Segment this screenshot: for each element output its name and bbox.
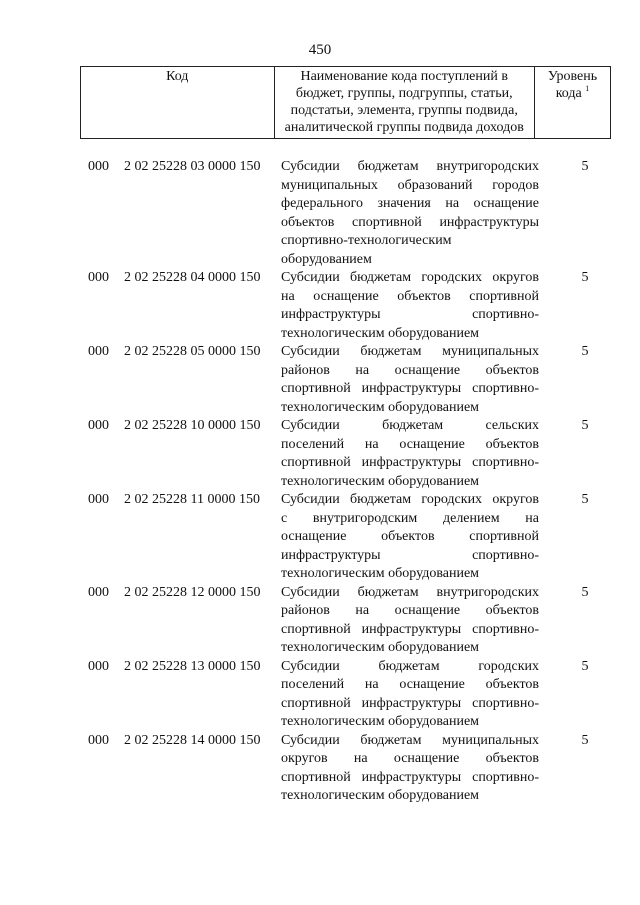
revenue-name-line: Субсидии бюджетам городских <box>281 658 539 674</box>
code-level: 5 <box>581 492 589 507</box>
revenue-name-line: спортивной инфраструктуры спортивно- <box>281 381 539 396</box>
admin-code: 000 <box>88 159 109 174</box>
revenue-name-line: Субсидии бюджетам городских округов <box>281 270 539 285</box>
admin-code: 000 <box>88 344 109 359</box>
header-name-line: Наименование кода поступлений в <box>300 69 508 84</box>
revenue-name-line: инфраструктуры спортивно- <box>281 307 539 322</box>
revenue-name-line: спортивной инфраструктуры спортивно- <box>281 455 539 470</box>
revenue-name-line: спортивной инфраструктуры спортивно- <box>281 695 539 711</box>
revenue-name-line: Субсидии бюджетам сельских <box>281 418 539 433</box>
code-level: 5 <box>581 584 589 600</box>
header-name-line: бюджет, группы, подгруппы, статьи, <box>295 86 513 101</box>
revenue-name-line: Субсидии бюджетам муниципальных <box>281 732 539 748</box>
header-level-line1: Уровень <box>547 69 598 84</box>
header-level <box>534 67 610 139</box>
revenue-name <box>275 732 539 806</box>
header-level-line2 <box>537 85 608 102</box>
code-level: 5 <box>581 270 589 285</box>
revenue-name-line: инфраструктуры спортивно- <box>281 547 539 563</box>
revenue-name-line: на оснащение объектов спортивной <box>281 288 539 304</box>
admin-code: 000 <box>88 418 109 433</box>
admin-code: 000 <box>88 658 109 674</box>
revenue-name-line: оснащение объектов спортивной <box>281 529 539 544</box>
table-row <box>80 158 611 269</box>
revenue-code: 2 02 25228 04 0000 150 <box>124 270 261 285</box>
revenue-code: 2 02 25228 11 0000 150 <box>124 492 260 507</box>
header-name-line: подстатьи, элемента, группы подвида, <box>290 103 518 118</box>
revenue-name-line: технологическим оборудованием <box>281 566 480 581</box>
admin-code: 000 <box>88 492 109 507</box>
code-level: 5 <box>581 658 589 674</box>
revenue-name-line: Субсидии бюджетам внутригородских <box>281 584 539 600</box>
revenue-name-line: Субсидии бюджетам муниципальных <box>281 344 539 359</box>
header-code: Код <box>81 67 275 139</box>
revenue-name-line: муниципальных образований городов <box>281 177 539 193</box>
revenue-name-line: Субсидии бюджетам внутригородских <box>281 159 539 174</box>
table-row <box>80 491 611 584</box>
revenue-name-line: федерального значения на оснащение <box>281 196 539 211</box>
code-level: 5 <box>581 159 589 174</box>
revenue-code: 2 02 25228 05 0000 150 <box>124 344 261 359</box>
revenue-name-line: поселений на оснащение объектов <box>281 436 539 452</box>
revenue-name <box>275 417 539 491</box>
revenue-name-line: технологическим оборудованием <box>281 473 480 489</box>
table-row <box>80 269 611 343</box>
revenue-name <box>275 584 539 658</box>
table-header <box>80 66 611 139</box>
revenue-name-line: с внутригородским делением на <box>281 510 539 526</box>
revenue-name <box>275 269 539 343</box>
page-number: 450 <box>308 42 332 58</box>
table-row <box>80 584 611 658</box>
revenue-name-line: спортивной инфраструктуры спортивно- <box>281 621 539 637</box>
footnote-mark: 1 <box>585 84 590 93</box>
revenue-code: 2 02 25228 10 0000 150 <box>124 418 261 433</box>
table-row <box>80 343 611 417</box>
revenue-code: 2 02 25228 03 0000 150 <box>124 159 261 174</box>
revenue-name-line: технологическим оборудованием <box>281 399 480 415</box>
revenue-name-line: поселений на оснащение объектов <box>281 677 539 692</box>
table-row <box>80 658 611 732</box>
revenue-code: 2 02 25228 13 0000 150 <box>124 658 261 674</box>
admin-code: 000 <box>88 732 109 748</box>
table-row <box>80 732 611 806</box>
revenue-name-line: технологическим оборудованием <box>281 640 480 655</box>
table-row <box>80 417 611 491</box>
code-level: 5 <box>581 732 589 748</box>
revenue-name-line: округов на оснащение объектов <box>281 751 539 766</box>
code-level: 5 <box>581 344 589 359</box>
revenue-name-line: районов на оснащение объектов <box>281 603 539 618</box>
revenue-name <box>275 343 539 417</box>
revenue-name-line: оборудованием <box>281 251 372 267</box>
revenue-name <box>275 158 539 269</box>
code-level: 5 <box>581 418 589 433</box>
header-name-line: аналитической группы подвида доходов <box>284 120 524 135</box>
revenue-name <box>275 658 539 732</box>
revenue-name-line: районов на оснащение объектов <box>281 362 539 378</box>
header-level-word: кода <box>555 86 582 101</box>
revenue-name-line: технологическим оборудованием <box>281 714 480 729</box>
revenue-name-line: спортивно-технологическим <box>281 233 452 248</box>
revenue-name-line: технологическим оборудованием <box>281 788 480 803</box>
admin-code: 000 <box>88 584 109 600</box>
revenue-name-line: Субсидии бюджетам городских округов <box>281 492 539 507</box>
revenue-name-line: спортивной инфраструктуры спортивно- <box>281 769 539 785</box>
header-name <box>274 67 534 139</box>
admin-code: 000 <box>88 270 109 285</box>
revenue-name-line: технологическим оборудованием <box>281 325 480 341</box>
revenue-code: 2 02 25228 12 0000 150 <box>124 584 261 600</box>
table-body <box>80 158 611 806</box>
revenue-name <box>275 491 539 584</box>
revenue-code: 2 02 25228 14 0000 150 <box>124 732 261 748</box>
revenue-name-line: объектов спортивной инфраструктуры <box>281 214 539 230</box>
